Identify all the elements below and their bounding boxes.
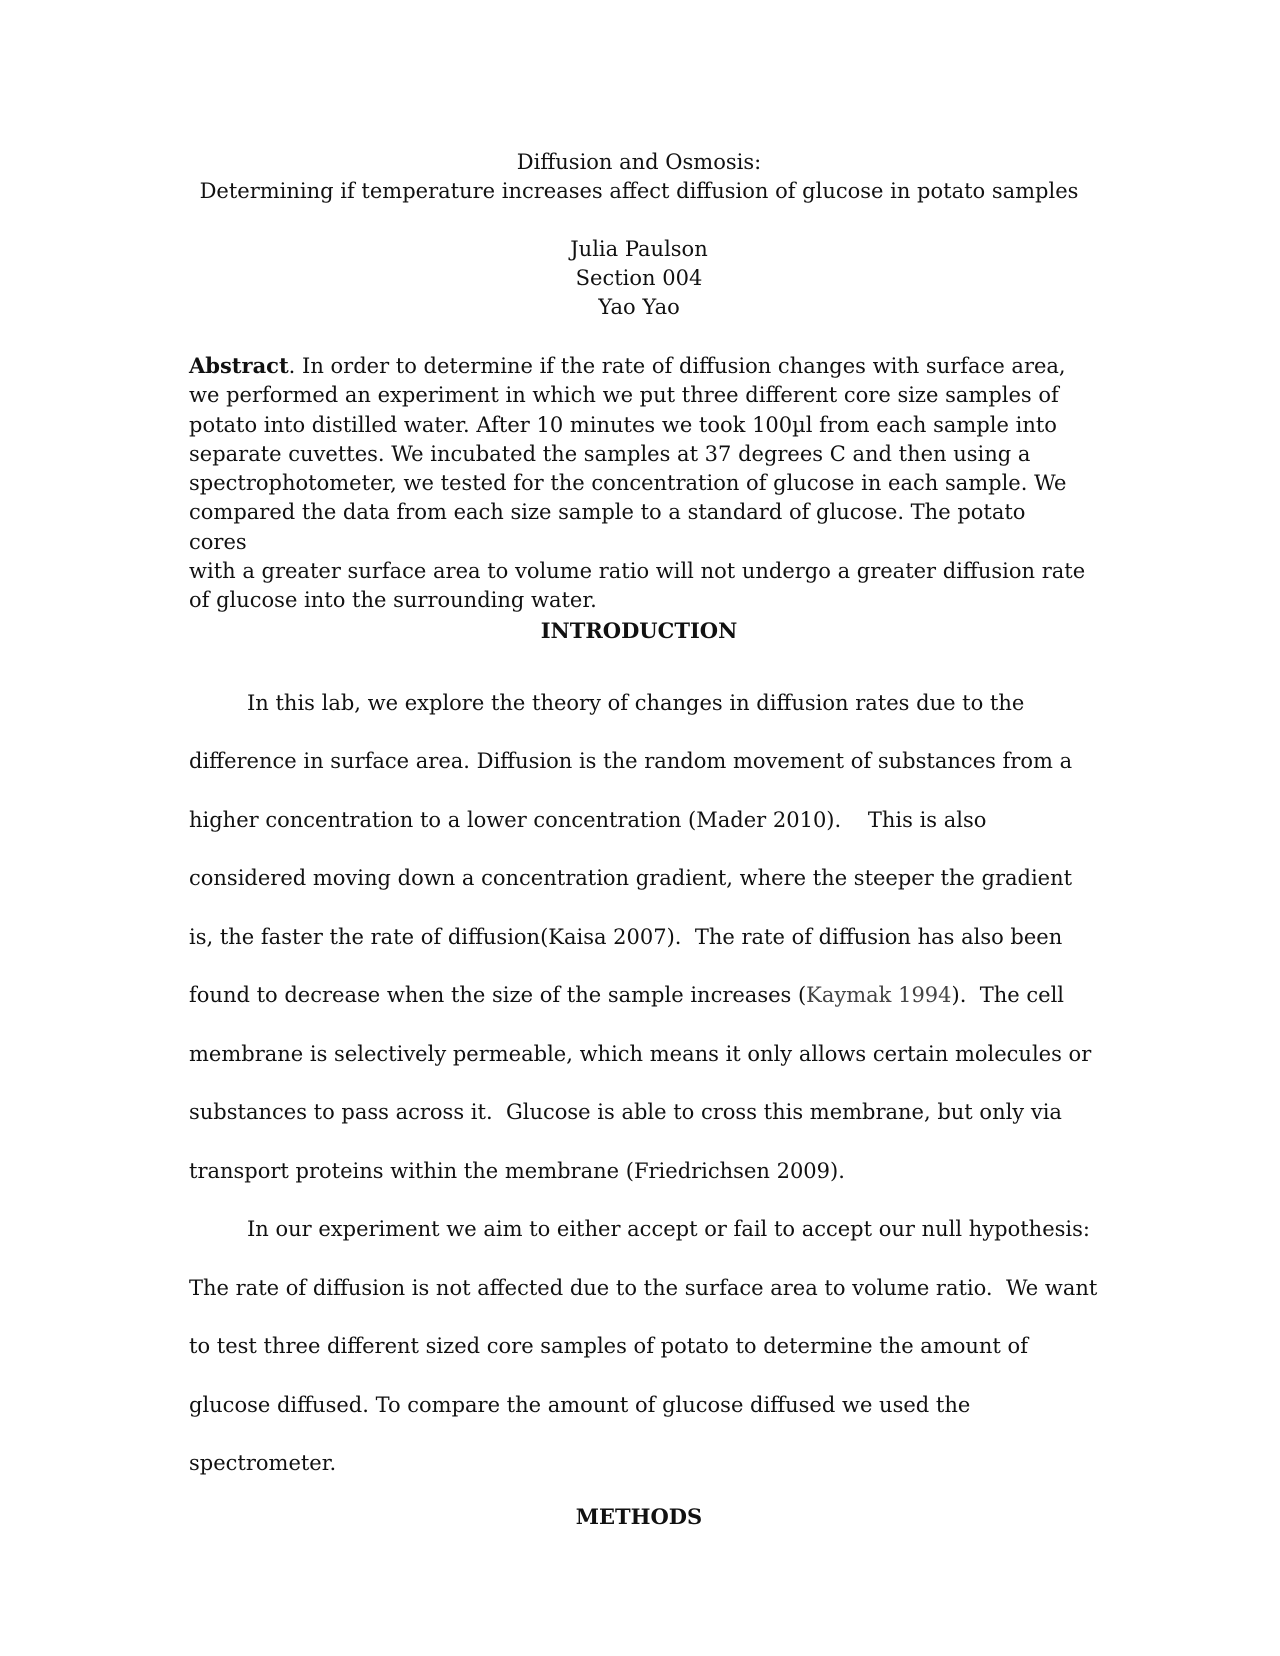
introduction-heading: INTRODUCTION: [540, 617, 738, 643]
intro-line: higher concentration to a lower concentration (Mader 2010). This is also: [189, 807, 987, 832]
intro-line: to test three different sized core samples of potato to determine the amount of: [189, 1334, 1028, 1359]
author-name: Julia Paulson: [570, 237, 708, 261]
section-number: Section 004: [575, 266, 703, 290]
intro-line: is, the faster the rate of diffusion(Kaisa 2007). The rate of diffusion has also been: [189, 924, 1063, 949]
intro-line-part: found to decrease when the size of the sample increases (: [189, 983, 807, 1008]
intro-line: In this lab, we explore the theory of changes in diffusion rates due to the: [247, 690, 1025, 715]
instructor-name: Yao Yao: [598, 295, 680, 319]
title-block: [189, 148, 1089, 206]
intro-line: [189, 966, 1089, 1025]
intro-line: difference in surface area. Diffusion is the random movement of substances from a: [189, 749, 1073, 774]
document-subtitle: Determining if temperature increases affect diffusion of glucose in potato samples: [199, 179, 1079, 203]
abstract-label: Abstract: [189, 353, 289, 378]
intro-line: spectrometer.: [189, 1451, 337, 1476]
citation-kaymak: Kaymak 1994: [806, 983, 952, 1008]
introduction-body: [189, 674, 1098, 1493]
intro-line-part: ). The cell: [951, 983, 1065, 1008]
intro-line: substances to pass across it. Glucose is able to cross this membrane, but only via: [189, 1100, 1062, 1125]
intro-line: transport proteins within the membrane (Friedrichsen 2009).: [189, 1158, 845, 1183]
intro-line: glucose diffused. To compare the amount of glucose diffused we used the: [189, 1392, 971, 1417]
intro-line: In our experiment we aim to either accept or fail to accept our null hypothesis:: [247, 1217, 1090, 1242]
author-block: [189, 235, 1089, 322]
methods-heading: METHODS: [575, 1503, 703, 1529]
intro-line: considered moving down a concentration gradient, where the steeper the gradient: [189, 866, 1073, 891]
abstract-paragraph: [189, 351, 1089, 616]
abstract-text: . In order to determine if the rate of diffusion changes with surface area, we performed an experiment in which we put three different core size samples of potato into distilled water. After 10 minutes we took 100µl from each sample into separate cuvettes. We incubated the samples at 37 degrees C and then using a spectrophotometer, we tested for the concentration of glucose in each sample. We compared the data from each size sample to a standard of glucose. The potato cores with a greater surface area to volume ratio will not undergo a greater diffusion rate of glucose into the surrounding water.: [189, 354, 1086, 613]
document-title: Diffusion and Osmosis:: [516, 150, 762, 174]
intro-line: membrane is selectively permeable, which means it only allows certain molecules or: [189, 1041, 1092, 1066]
intro-line: The rate of diffusion is not affected due to the surface area to volume ratio. We want: [189, 1275, 1098, 1300]
document-page: [189, 148, 1098, 1531]
